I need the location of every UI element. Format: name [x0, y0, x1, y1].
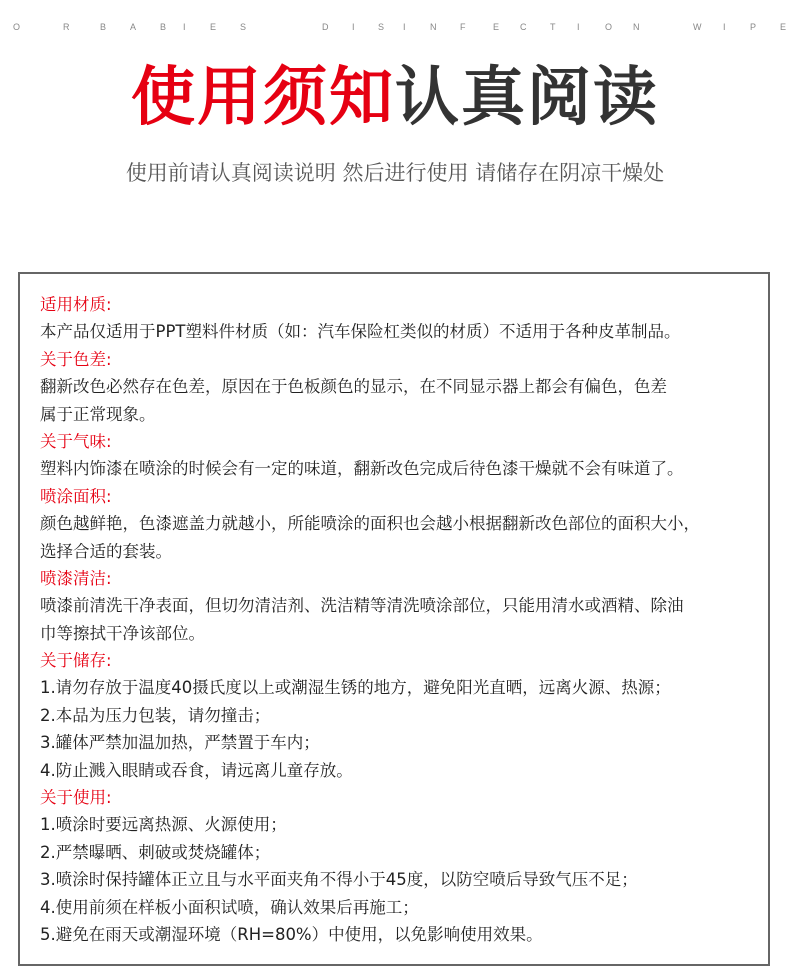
section-text: 翻新改色必然存在色差，原因在于色板颜色的显示，在不同显示器上都会有偏色，色差: [40, 377, 667, 397]
section-text: 3.喷涂时保持罐体正立且与水平面夹角不得小于45度，以防空喷后导致气压不足；: [40, 870, 638, 890]
tagline-letter: D: [322, 22, 329, 32]
subtitle: 使用前请认真阅读说明 然后进行使用 请储存在阴凉干燥处: [125, 161, 665, 185]
tagline-letter: I: [352, 22, 355, 32]
section-text: 4.防止溅入眼睛或吞食，请远离儿童存放。: [40, 760, 353, 780]
tagline-letter: T: [550, 22, 556, 32]
tagline-letter: F: [460, 22, 466, 32]
page-title: [0, 58, 790, 138]
tagline-letter: W: [693, 22, 702, 32]
section-heading: 喷漆清洁:: [40, 568, 112, 588]
section-text: 1.请勿存放于温度40摄氏度以上或潮湿生锈的地方，避免阳光直晒，远离火源、热源；: [40, 678, 671, 698]
section-text: 本产品仅适用于PPT塑料件材质（如：汽车保险杠类似的材质）不适用于各种皮革制品。: [40, 322, 681, 342]
title-dark: 认真阅读: [395, 61, 659, 135]
section-heading: 关于气味:: [40, 431, 112, 451]
tagline-letter: S: [240, 22, 247, 32]
tagline-letter: R: [63, 22, 70, 32]
section-heading: 关于储存:: [40, 651, 112, 671]
title-red: 使用须知: [131, 61, 395, 135]
tagline-letter: B: [160, 22, 167, 32]
tagline-letter: C: [520, 22, 527, 32]
section-heading: 喷涂面积:: [40, 486, 112, 506]
section-text: 颜色越鲜艳，色漆遮盖力就越小，所能喷涂的面积也会越小根据翻新改色部位的面积大小，: [40, 514, 700, 534]
section-text: 属于正常现象。: [40, 404, 156, 424]
tagline-letter: I: [403, 22, 406, 32]
tagline-letter: A: [130, 22, 137, 32]
section-text: 巾等擦拭干净该部位。: [40, 623, 205, 643]
section-heading: 关于色差:: [40, 349, 112, 369]
section-text: 2.严禁曝晒、刺破或焚烧罐体；: [40, 842, 271, 862]
section-text: 3.罐体严禁加温加热，严禁置于车内；: [40, 733, 320, 753]
tagline-letter: N: [633, 22, 640, 32]
section-text: 1.喷涂时要远离热源、火源使用；: [40, 815, 287, 835]
tagline-letter: E: [780, 22, 787, 32]
tagline-letter: I: [183, 22, 186, 32]
tagline-letter: O: [13, 22, 21, 32]
tagline-letter: I: [723, 22, 726, 32]
tagline-letter: S: [378, 22, 385, 32]
section-text: 喷漆前清洗干净表面，但切勿清洁剂、洗洁精等清洗喷涂部位，只能用清水或酒精、除油: [40, 596, 684, 616]
section-text: 选择合适的套装。: [40, 541, 172, 561]
notice-content: [40, 291, 770, 948]
tagline-letter: E: [493, 22, 500, 32]
section-heading: 适用材质:: [40, 295, 112, 314]
section-text: 4.使用前须在样板小面积试喷，确认效果后再施工；: [40, 897, 419, 917]
tagline-letter: P: [750, 22, 757, 32]
tagline-letter: O: [605, 22, 613, 32]
section-text: 塑料内饰漆在喷涂的时候会有一定的味道，翻新改色完成后待色漆干燥就不会有味道了。: [40, 459, 684, 479]
section-text: 2.本品为压力包装，请勿撞击；: [40, 705, 271, 725]
tagline: [0, 22, 790, 36]
tagline-letter: N: [430, 22, 437, 32]
tagline-letter: I: [577, 22, 580, 32]
tagline-letter: E: [210, 22, 217, 32]
section-heading: 关于使用:: [40, 788, 112, 808]
section-text: 5.避免在雨天或潮湿环境（RH=80%）中使用，以免影响使用效果。: [40, 924, 543, 944]
tagline-letter: B: [100, 22, 107, 32]
